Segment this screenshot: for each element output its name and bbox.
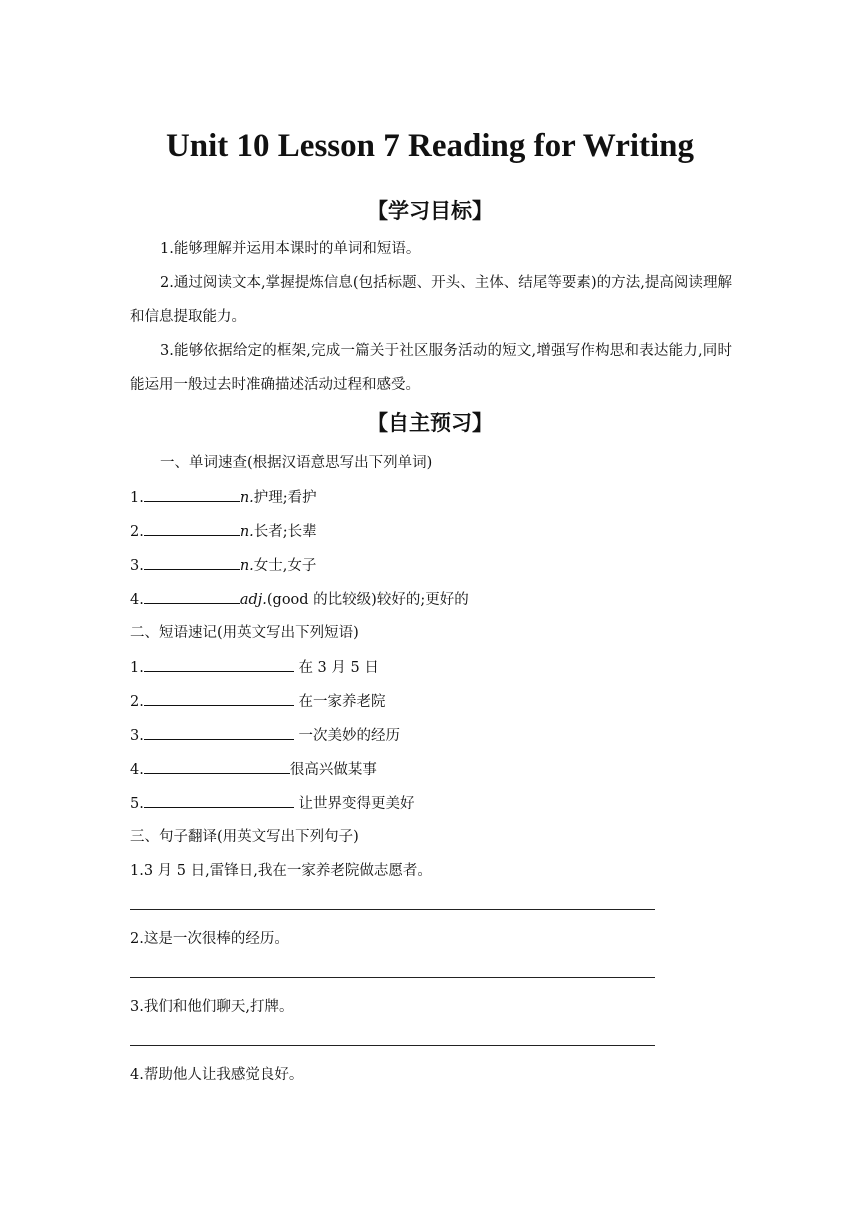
item-number: 2.: [130, 524, 144, 540]
objective-item: 2.通过阅读文本,掌握提炼信息(包括标题、开头、主体、结尾等要素)的方法,提高阅读理解和信息提取能力。: [130, 275, 732, 325]
word-meaning: 护理;看护: [253, 490, 317, 506]
word-item: [130, 486, 317, 509]
phrase-item: [130, 758, 377, 781]
part-of-speech: n.: [239, 524, 254, 540]
page-title: Unit 10 Lesson 7 Reading for Writing: [165, 128, 695, 164]
answer-blank[interactable]: [144, 656, 294, 672]
part-of-speech: n.: [239, 490, 254, 506]
item-number: 3.: [130, 558, 144, 574]
item-number: 2.: [130, 694, 144, 710]
word-meaning: 长者;长辈: [253, 524, 317, 540]
phrase-item: [130, 656, 379, 679]
answer-blank[interactable]: [144, 690, 294, 706]
phrase-meaning: 在一家养老院: [293, 694, 386, 710]
word-item: [130, 520, 317, 543]
sentence-item: 4.帮助他人让我感觉良好。: [130, 1067, 304, 1083]
item-number: 1.: [130, 490, 144, 506]
answer-blank[interactable]: [144, 588, 240, 604]
word-meaning: 女士,女子: [253, 558, 317, 574]
preview-heading: 【自主预习】: [367, 411, 493, 435]
answer-line[interactable]: [130, 1045, 655, 1046]
answer-blank[interactable]: [144, 520, 240, 536]
phrase-item: [130, 724, 400, 747]
part-of-speech: adj.: [239, 592, 267, 608]
item-number: 4.: [130, 592, 144, 608]
sentence-item: 3.我们和他们聊天,打牌。: [130, 999, 294, 1015]
part-of-speech: n.: [239, 558, 254, 574]
objectives-heading: 【学习目标】: [367, 199, 493, 223]
answer-blank[interactable]: [144, 758, 290, 774]
part2-title: 二、短语速记(用英文写出下列短语): [130, 625, 359, 641]
phrase-meaning: 很高兴做某事: [289, 762, 377, 778]
item-number: 4.: [130, 762, 144, 778]
item-number: 3.: [130, 728, 144, 744]
item-number: 5.: [130, 796, 144, 812]
phrase-item: [130, 690, 385, 713]
phrase-meaning: 让世界变得更美好: [293, 796, 415, 812]
phrase-meaning: 在 3 月 5 日: [293, 660, 379, 676]
word-item: [130, 554, 316, 577]
word-meaning: (good 的比较级)较好的;更好的: [266, 592, 469, 608]
answer-blank[interactable]: [144, 554, 240, 570]
phrase-item: [130, 792, 414, 815]
answer-blank[interactable]: [144, 792, 294, 808]
phrase-meaning: 一次美妙的经历: [293, 728, 400, 744]
sentence-item: 1.3 月 5 日,雷锋日,我在一家养老院做志愿者。: [130, 863, 432, 879]
item-number: 1.: [130, 660, 144, 676]
word-item: [130, 588, 469, 611]
objective-item: 3.能够依据给定的框架,完成一篇关于社区服务活动的短文,增强写作构思和表达能力,同时能运用一般过去时准确描述活动过程和感受。: [130, 343, 732, 393]
sentence-item: 2.这是一次很棒的经历。: [130, 931, 289, 947]
answer-line[interactable]: [130, 909, 655, 910]
answer-blank[interactable]: [144, 486, 240, 502]
answer-line[interactable]: [130, 977, 655, 978]
answer-blank[interactable]: [144, 724, 294, 740]
objective-item: 1.能够理解并运用本课时的单词和短语。: [160, 241, 421, 257]
part1-title: 一、单词速查(根据汉语意思写出下列单词): [160, 455, 433, 471]
part3-title: 三、句子翻译(用英文写出下列句子): [130, 829, 359, 845]
